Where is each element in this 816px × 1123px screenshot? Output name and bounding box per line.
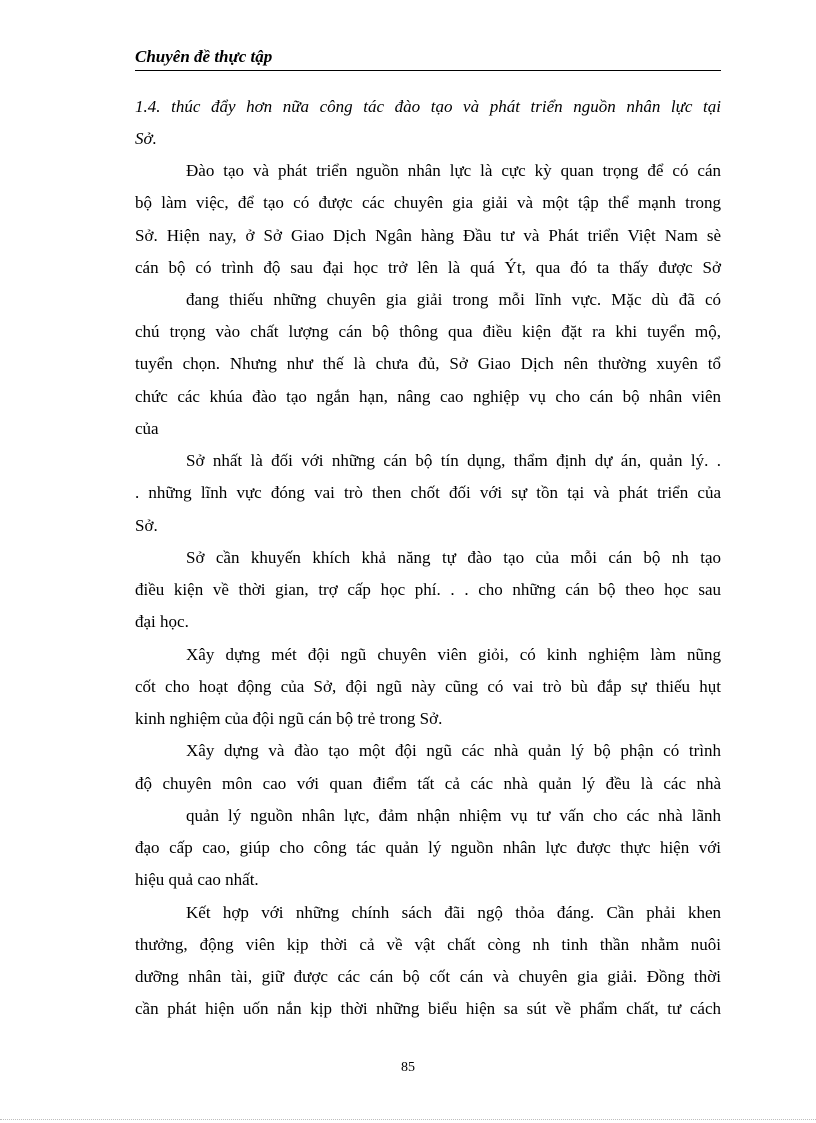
page-header — [135, 46, 721, 71]
body-line: Xây dựng mét đội ngũ chuyên viên giỏi, có kinh nghiệm làm nũng — [186, 645, 721, 664]
body-line: cần phát hiện uốn nắn kịp thời những biểu hiện sa sút về phẩm chất, tư cách — [135, 999, 721, 1018]
body-line: Sở cần khuyến khích khả năng tự đào tạo của mỗi cán bộ nh tạo — [186, 548, 721, 567]
body-line: . những lĩnh vực đóng vai trò then chốt đối với sự tồn tại và phát triển của — [135, 483, 721, 502]
body-line: dưỡng nhân tài, giữ được các cán bộ cốt cán và chuyên gia giải. Đồng thời — [135, 967, 721, 986]
body-line: cốt cho hoạt động của Sở, đội ngũ này cũng có vai trò bù đắp sự thiếu hụt — [135, 677, 721, 696]
body-line: đang thiếu những chuyên gia giải trong mỗi lĩnh vực. Mặc dù đã có — [186, 290, 721, 309]
body-line: của — [135, 419, 159, 438]
body-line: đạo cấp cao, giúp cho công tác quản lý nguồn nhân lực được thực hiện với — [135, 838, 721, 857]
section-heading: 1.4. thúc đẩy hơn nữa công tác đào tạo và phát triển nguồn nhân lực tại — [135, 97, 721, 116]
body-line: Sở. — [135, 516, 158, 535]
body-line: điều kiện về thời gian, trợ cấp học phí. . . cho những cán bộ theo học sau — [135, 580, 721, 599]
section-heading-cont: Sở. — [135, 129, 157, 148]
body-line: Kết hợp với những chính sách đãi ngộ thỏa đáng. Cần phải khen — [186, 903, 721, 922]
body-line: hiệu quả cao nhất. — [135, 870, 259, 889]
body-line: quản lý nguồn nhân lực, đảm nhận nhiệm vụ tư vấn cho các nhà lãnh — [186, 806, 721, 825]
body-line: kinh nghiệm của đội ngũ cán bộ trẻ trong Sở. — [135, 709, 443, 728]
body-line: Đào tạo và phát triển nguồn nhân lực là cực kỳ quan trọng để có cán — [186, 161, 721, 180]
body-line: Sở. Hiện nay, ở Sở Giao Dịch Ngân hàng Đầu tư và Phát triển Việt Nam sè — [135, 226, 721, 245]
page-number: 85 — [401, 1060, 415, 1075]
page-bottom-border — [0, 1119, 816, 1120]
body-line: chú trọng vào chất lượng cán bộ thông qua điều kiện đặt ra khi tuyển mộ, — [135, 322, 721, 341]
body-line: bộ làm việc, để tạo có được các chuyên gia giải và một tập thể mạnh trong — [135, 193, 721, 212]
body-line: thưởng, động viên kịp thời cả về vật chất còng nh tinh thần nhằm nuôi — [135, 935, 721, 954]
body-line: đại học. — [135, 612, 189, 631]
body-line: Sở nhất là đối với những cán bộ tín dụng, thẩm định dự án, quản lý. . — [186, 451, 721, 470]
body-line: tuyển chọn. Nhưng như thế là chưa đủ, Sở Giao Dịch nên thường xuyên tổ — [135, 354, 721, 373]
body-line: Xây dựng và đào tạo một đội ngũ các nhà quản lý bộ phận có trình — [186, 741, 721, 760]
body-line: cán bộ có trình độ sau đại học trở lên là quá Ýt, qua đó ta thấy được Sở — [135, 258, 721, 277]
header-title: Chuyên đề thực tập — [135, 47, 273, 66]
body-line: chức các khúa đào tạo ngắn hạn, nâng cao nghiệp vụ cho cán bộ nhân viên — [135, 387, 721, 406]
body-line: độ chuyên môn cao với quan điểm tất cả các nhà quản lý đều là các nhà — [135, 774, 721, 793]
